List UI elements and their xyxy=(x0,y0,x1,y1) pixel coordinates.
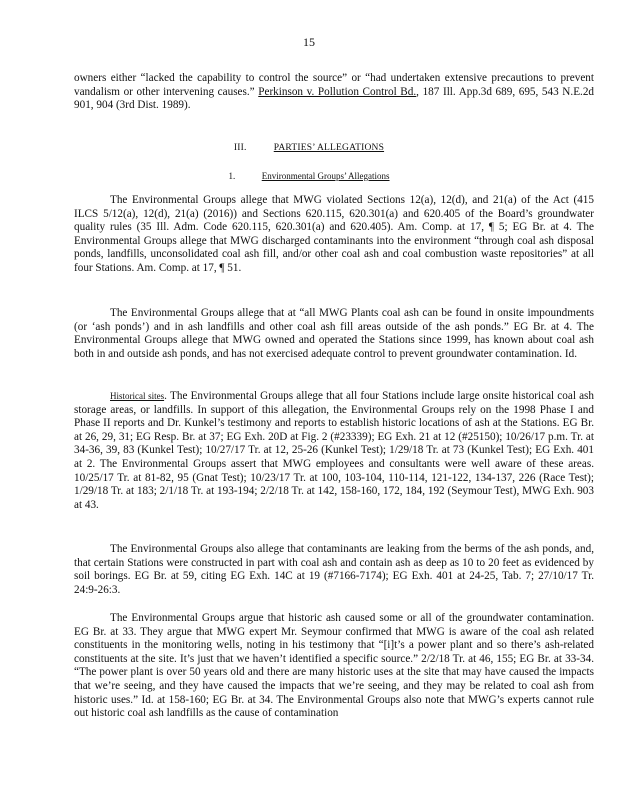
page-number: 15 xyxy=(303,35,315,49)
paragraph-2: The Environmental Groups allege that at “all MWG Plants coal ash can be found in onsite impoundments (or ‘ash ponds’) and in ash landfills and other coal ash fill areas outside of the ash ponds.” EG Br. at 4. The Environmental Groups allege that MWG owned and operated the Stations since 1999, has known about coal ash both in and outside ash ponds, and has not exercised adequate control to prevent groundwater contamination. Id. xyxy=(74,307,594,360)
subsection-heading xyxy=(0,170,618,184)
case-name: Perkinson v. Pollution Control Bd. xyxy=(258,85,417,98)
intro-paragraph xyxy=(74,72,594,113)
section-heading xyxy=(0,142,618,156)
subsection-title: Environmental Groups’ Allegations xyxy=(261,171,390,181)
section-numeral: III. xyxy=(233,143,247,153)
section-title: PARTIES’ ALLEGATIONS xyxy=(273,143,385,153)
paragraph-4: The Environmental Groups also allege that contaminants are leaking from the berms of the ash ponds, and, that certain Stations were constructed in part with coal ash and contain ash as deep as 10 to 20 feet as evidenced by soil borings. EG Br. at 59, citing EG Exh. 14C at 19 (#7166-7174); EG Exh. 401 at 24-25, Tab. 7; 27/10/17 Tr. 24:9-26:3. xyxy=(74,543,594,596)
historical-sites-label: Historical sites xyxy=(110,391,165,401)
case-citation: , 187 Ill. App.3d 689, 695, 543 N.E.2d 901, 904 (3rd Dist. 1989). xyxy=(74,85,595,112)
paragraph-1: The Environmental Groups allege that MWG violated Sections 12(a), 12(d), and 21(a) of the Act (415 ILCS 5/12(a), 12(d), 21(a) (2016)) and Sections 620.115, 620.301(a) and 620.405 of the Board’s groundwater quality rules (35 Ill. Adm. Code 620.115, 620.301(a) and 620.405). Am. Comp. at 17, ¶ 5; EG Br. at 4. The Environmental Groups allege that MWG discharged contaminants into the environment “through coal ash disposal ponds, landfills, unconsolidated coal ash fill, and/or other coal ash and coal combustion waste repositories” at all four Stations. Am. Comp. at 17, ¶ 51. xyxy=(74,194,594,274)
paragraph-3: Historical sites. The Environmental Groups allege that all four Stations include large onsite historical coal ash storage areas, or landfills. In support of this allegation, the Environmental Groups rely on the 1998 Phase I and Phase II reports and Dr. Kunkel’s testimony and reports to establish historic locations of ash at the Stations. EG Br. at 26, 29, 31; EG Resp. Br. at 37; EG Exh. 20D at Fig. 2 (#23339); EG Exh. 21 at 12 (#25150); 10/26/17 p.m. Tr. at 34-36, 39, 83 (Kunkel Test); 10/27/17 Tr. at 12, 25-26 (Kunkel Test); 1/29/18 Tr. at 73 (Kunkel Test); EG Exh. 401 at 2. The Environmental Groups assert that MWG employees and consultants were well aware of these areas. 10/25/17 Tr. at 81-82, 95 (Gnat Test); 10/23/17 Tr. at 100, 103-104, 110-114, 121-122, 134-137, 226 (Race Test); 1/29/18 Tr. at 183; 2/1/18 Tr. at 193-194; 2/2/18 Tr. at 142, 158-160, 172, 184, 192 (Seymour Test), MWG Exh. 903 at 43. xyxy=(74,390,594,511)
intro-text: owners either “lacked the capability to control the source” or “had undertaken extensive precautions to prevent vandalism or other intervening causes.” xyxy=(74,72,594,98)
subsection-number: 1. xyxy=(228,171,236,181)
paragraph-5: The Environmental Groups argue that historic ash caused some or all of the groundwater contamination. EG Br. at 33. They argue that MWG expert Mr. Seymour confirmed that MWG is aware of the coal ash related constituents in the monitoring wells, noting in his testimony that “[i]t’s a power plant and so there’s ash-related constituents at the site. It’s just that we haven’t identified a specific source.” 2/2/18 Tr. at 46, 155; EG Br. at 33-34. “The power plant is over 50 years old and there are many historic uses at the site that may have caused the impacts that we’re seeing, and they have caused the impacts that we’re seeing, and they may be related to coal ash from historic uses.” Id. at 158-160; EG Br. at 34. The Environmental Groups also note that MWG’s experts cannot rule out historic coal ash landfills as the cause of contamination xyxy=(74,612,594,720)
paragraph-3-text: The Environmental Groups allege that all four Stations include large onsite historical coal ash storage areas, or landfills. In support of this allegation, the Environmental Groups rely on the 1998 Phase I and Phase II reports and Dr. Kunkel’s testimony and reports to establish historic locations of ash at the Stations. EG Br. at 26, 29, 31; EG Resp. Br. at 37; EG Exh. 20D at Fig. 2 (#23339); EG Exh. 21 at 12 (#25150); 10/26/17 p.m. Tr. at 34-36, 39, 83 (Kunkel Test); 10/27/17 Tr. at 12, 25-26 (Kunkel Test); 1/29/18 Tr. at 73 (Kunkel Test); EG Exh. 401 at 2. The Environmental Groups assert that MWG employees and consultants were well aware of these areas. 10/25/17 Tr. at 81-82, 95 (Gnat Test); 10/23/17 Tr. at 100, 103-104, 110-114, 121-122, 134-137, 226 (Race Test); 1/29/18 Tr. at 183; 2/1/18 Tr. at 193-194; 2/2/18 Tr. at 142, 158-160, 172, 184, 192 (Seymour Test), MWG Exh. 903 at 43. xyxy=(74,390,594,511)
